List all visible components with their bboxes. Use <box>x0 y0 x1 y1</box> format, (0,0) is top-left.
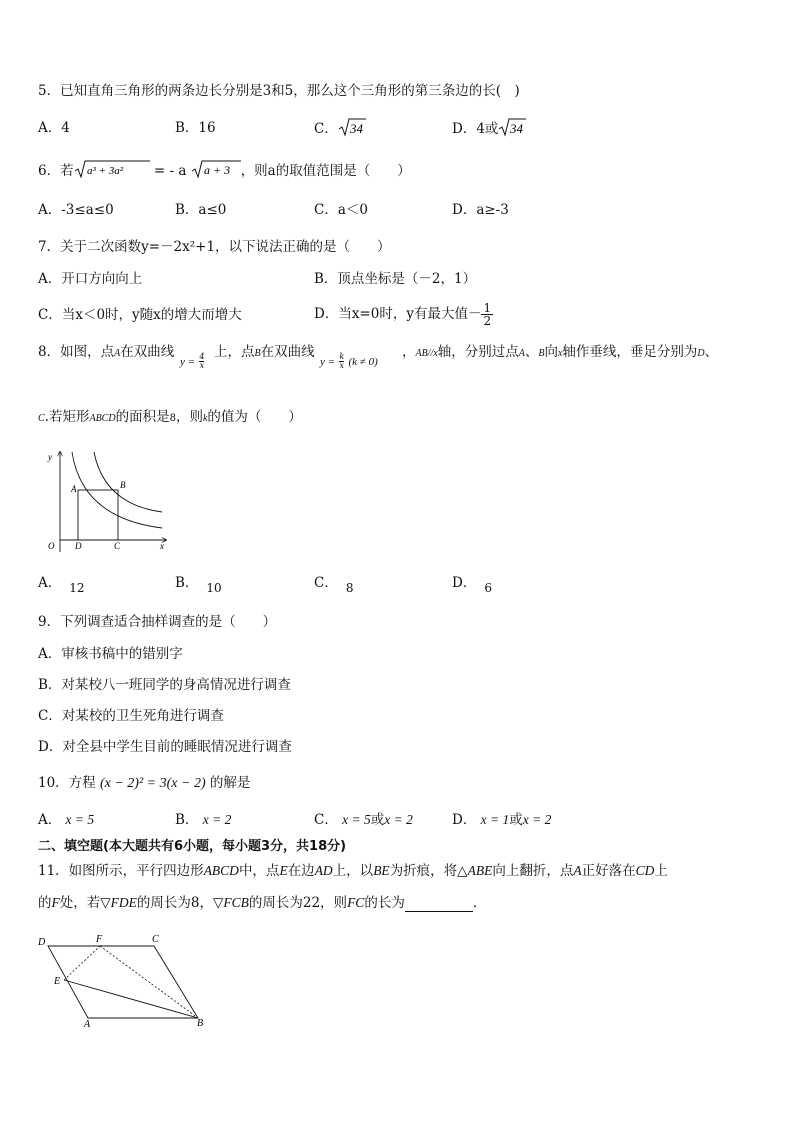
q11-figure <box>34 930 214 1030</box>
q8-option-b[interactable]: B． 10 <box>175 575 222 595</box>
section-heading: 二、填空题(本大题共有6小题，每小题3分，共18分) <box>38 839 347 854</box>
sqrt-symbol <box>191 159 241 184</box>
q10-option-a[interactable]: A． x = 5 <box>38 812 95 828</box>
fig8-label-O: O <box>48 541 55 551</box>
fig8-label-C: C <box>114 541 121 551</box>
q8-stem-line1b: 上，点B在双曲线 <box>214 344 315 360</box>
q10-option-b[interactable]: B． x = 2 <box>175 812 232 828</box>
fig11-label-C: C <box>152 934 159 945</box>
q6-stem: 6．若 a³ + 3a² = - a a + 3 ，则a的取值范围是（ ） <box>38 159 411 184</box>
q10-stem: 10．方程 (x − 2)² = 3(x − 2) 的解是 <box>38 775 251 791</box>
q7-option-a[interactable]: A．开口方向向上 <box>38 271 143 287</box>
q5-option-d[interactable]: D．4或 34 <box>452 117 526 142</box>
q8-stem-line2: C.若矩形ABCD的面积是8，则k的值为（ ） <box>38 409 302 425</box>
q8-stem-line1c: ，AB//x轴，分别过点A、B向x轴作垂线，垂足分别为D、 <box>402 344 719 360</box>
fig11-label-F: F <box>96 934 103 945</box>
q5-stem: 5．已知直角三角形的两条边长分别是3和5，那么这个三角形的第三条边的长( ) <box>38 83 520 99</box>
sqrt-symbol <box>74 159 150 184</box>
fig8-label-D: D <box>75 541 82 551</box>
q10-option-c[interactable]: C． x = 5或x = 2 <box>314 812 413 828</box>
fig8-label-B: B <box>120 480 126 490</box>
fraction: $\frac{1}{2}$ <box>483 301 492 328</box>
q8-eq1: y = $\frac{4}{x}$ <box>180 352 205 370</box>
q8-eq2: y = $\frac{k}{x} (k \ne 0)$ <box>320 352 378 370</box>
rectangle-abcd <box>78 490 118 540</box>
q8-option-a[interactable]: A． 12 <box>38 575 85 595</box>
answer-blank[interactable] <box>405 897 473 912</box>
sqrt-symbol <box>338 117 366 142</box>
q10-option-d[interactable]: D． x = 1或x = 2 <box>452 812 552 828</box>
hyperbola-outer <box>94 452 162 512</box>
q5-option-a[interactable]: A．4 <box>38 120 70 136</box>
q7-stem: 7．关于二次函数y=－2x²+1，以下说法正确的是（ ） <box>38 239 391 255</box>
fig8-label-x: x <box>160 541 164 551</box>
q9-stem: 9．下列调查适合抽样调查的是（ ） <box>38 614 277 630</box>
q8-option-d[interactable]: D． 6 <box>452 575 492 595</box>
q8-figure <box>42 448 174 554</box>
q5-c-radicand: 34 <box>349 121 363 136</box>
q5-option-c[interactable]: C． 34 <box>314 117 366 142</box>
q11-stem-line1: 11．如图所示，平行四边形ABCD中，点E在边AD上，以BE为折痕，将△ABE向上翻折，点A正好落在CD上 <box>38 863 668 879</box>
q9-option-c[interactable]: C．对某校的卫生死角进行调查 <box>38 708 224 724</box>
fig11-label-B: B <box>197 1018 204 1029</box>
q6-option-d[interactable]: D．a≥-3 <box>452 202 509 218</box>
q9-option-b[interactable]: B．对某校八一班同学的身高情况进行调查 <box>38 677 291 693</box>
fig8-label-y: y <box>48 452 52 462</box>
q7-option-d[interactable]: D．当x=0时，y有最大值－ $\frac{1}{2}$ <box>314 301 492 328</box>
fig8-label-A: A <box>71 484 77 494</box>
q8-stem-line1: 8．如图，点A在双曲线 <box>38 344 175 360</box>
q6-option-c[interactable]: C．a＜0 <box>314 202 368 218</box>
q6-option-b[interactable]: B．a≤0 <box>175 202 227 218</box>
sqrt-symbol <box>498 117 526 142</box>
q6-radicand-2: a + 3 <box>203 163 230 177</box>
segment-ef <box>64 946 100 980</box>
fig11-label-E: E <box>54 976 61 987</box>
q5-d-radicand: 34 <box>510 121 524 136</box>
q5-option-b[interactable]: B．16 <box>175 120 216 136</box>
fig11-label-D: D <box>38 937 46 948</box>
q6-radicand-1: a³ + 3a² <box>86 165 123 177</box>
segment-fb <box>100 946 198 1018</box>
q7-option-b[interactable]: B．顶点坐标是（－2，1） <box>314 271 477 287</box>
q6-option-a[interactable]: A．-3≤a≤0 <box>38 202 114 218</box>
q11-stem-line2: 的F处，若▽FDE的周长为8，▽FCB的周长为22，则FC的长为 ． <box>38 895 487 911</box>
q7-option-c[interactable]: C．当x＜0时，y随x的增大而增大 <box>38 307 242 323</box>
q9-option-d[interactable]: D．对全县中学生目前的睡眠情况进行调查 <box>38 739 292 755</box>
fig11-label-A: A <box>84 1019 91 1030</box>
q8-option-c[interactable]: C． 8 <box>314 575 354 595</box>
q9-option-a[interactable]: A．审核书稿中的错别字 <box>38 646 183 662</box>
